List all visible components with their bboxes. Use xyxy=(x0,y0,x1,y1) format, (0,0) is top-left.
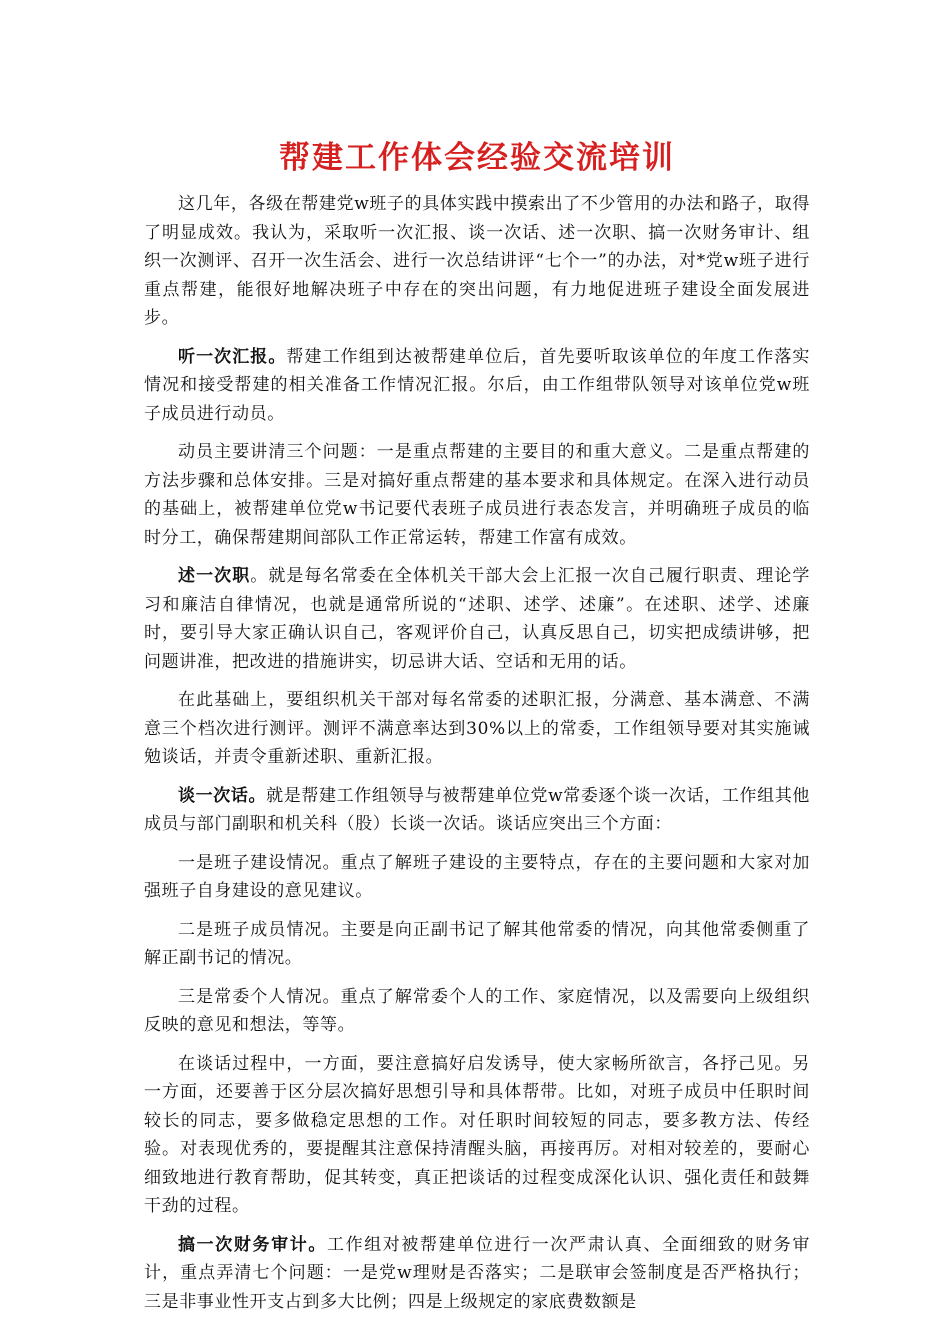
paragraph-text: 。就是每名常委在全体机关干部大会上汇报一次自己履行职责、理论学习和廉洁自律情况，也就是通常所说的“述职、述学、述廉”。在述职、述学、述廉时，要引导大家正确认识自己，客观评价自己，认真反思自己，切实把成绩讲够，把问题讲准，把改进的措施讲实，切忌讲大话、空话和无用的话。 xyxy=(144,566,810,672)
paragraph xyxy=(144,1050,810,1221)
paragraph xyxy=(144,983,810,1040)
paragraph-text: 三是常委个人情况。重点了解常委个人的工作、家庭情况，以及需要向上级组织反映的意见和想法，等等。 xyxy=(144,986,810,1035)
paragraph-text: 在此基础上，要组织机关干部对每名常委的述职汇报，分满意、基本满意、不满意三个档次进行测评。测评不满意率达到30%以上的常委，工作组领导要对其实施诫勉谈话，并责令重新述职、重新汇报。 xyxy=(144,690,810,767)
paragraph xyxy=(144,562,810,676)
paragraph xyxy=(144,782,810,839)
paragraph xyxy=(144,438,810,552)
paragraph-text: 一是班子建设情况。重点了解班子建设的主要特点，存在的主要问题和大家对加强班子自身建设的意见建议。 xyxy=(144,852,810,901)
paragraph-text: 帮建工作组到达被帮建单位后，首先要听取该单位的年度工作落实情况和接受帮建的相关准备工作情况汇报。尔后，由工作组带队领导对该单位党w班子成员进行动员。 xyxy=(144,346,810,424)
paragraph-lead: 听一次汇报。 xyxy=(178,346,287,367)
document-title: 帮建工作体会经验交流培训 xyxy=(279,140,675,176)
paragraph-text: 二是班子成员情况。主要是向正副书记了解其他常委的情况，向其他常委侧重了解正副书记的情况。 xyxy=(144,919,810,968)
paragraph xyxy=(144,1231,810,1317)
paragraph-text: 这几年，各级在帮建党w班子的具体实践中摸索出了不少管用的办法和路子，取得了明显成效。我认为，采取听一次汇报、谈一次话、述一次职、搞一次财务审计、组织一次测评、召开一次生活会、进行一次总结讲评“七个一”的办法，对*党w班子进行重点帮建，能很好地解决班子中存在的突出问题，有力地促进班子建设全面发展进步。 xyxy=(144,194,810,328)
paragraph-text: 动员主要讲清三个问题：一是重点帮建的主要目的和重大意义。二是重点帮建的方法步骤和总体安排。三是对搞好重点帮建的基本要求和具体规定。在深入进行动员的基础上，被帮建单位党w书记要代表班子成员进行表态发言，并明确班子成员的临时分工，确保帮建期间部队工作正常运转，帮建工作富有成效。 xyxy=(144,442,810,548)
paragraph xyxy=(144,686,810,772)
paragraph-text: 工作组对被帮建单位进行一次严肃认真、全面细致的财务审计，重点弄清七个问题：一是党w理财是否落实；二是联审会签制度是否严格执行；三是非事业性开支占到多大比例；四是上级规定的家底费数额是 xyxy=(144,1234,810,1312)
paragraph-text: 在谈话过程中，一方面，要注意搞好启发诱导，使大家畅所欲言，各抒己见。另一方面，还要善于区分层次搞好思想引导和具体帮带。比如，对班子成员中任职时间较长的同志，要多做稳定思想的工作。对任职时间较短的同志，要多教方法、传经验。对表现优秀的，要提醒其注意保持清醒头脑，再接再厉。对相对较差的，要耐心细致地进行教育帮助，促其转变，真正把谈话的过程变成深化认识、强化责任和鼓舞干劲的过程。 xyxy=(144,1053,810,1216)
document-body xyxy=(144,190,810,1316)
paragraph xyxy=(144,343,810,429)
paragraph-lead: 述一次职 xyxy=(178,566,251,586)
paragraph xyxy=(144,916,810,973)
paragraph-lead: 搞一次财务审计。 xyxy=(178,1234,327,1255)
paragraph-text: 就是帮建工作组领导与被帮建单位党w常委逐个谈一次话，工作组其他成员与部门副职和机关科（股）长谈一次话。谈话应突出三个方面： xyxy=(144,785,810,834)
paragraph-lead: 谈一次话。 xyxy=(178,785,267,806)
paragraph xyxy=(144,849,810,906)
paragraph xyxy=(144,190,810,333)
